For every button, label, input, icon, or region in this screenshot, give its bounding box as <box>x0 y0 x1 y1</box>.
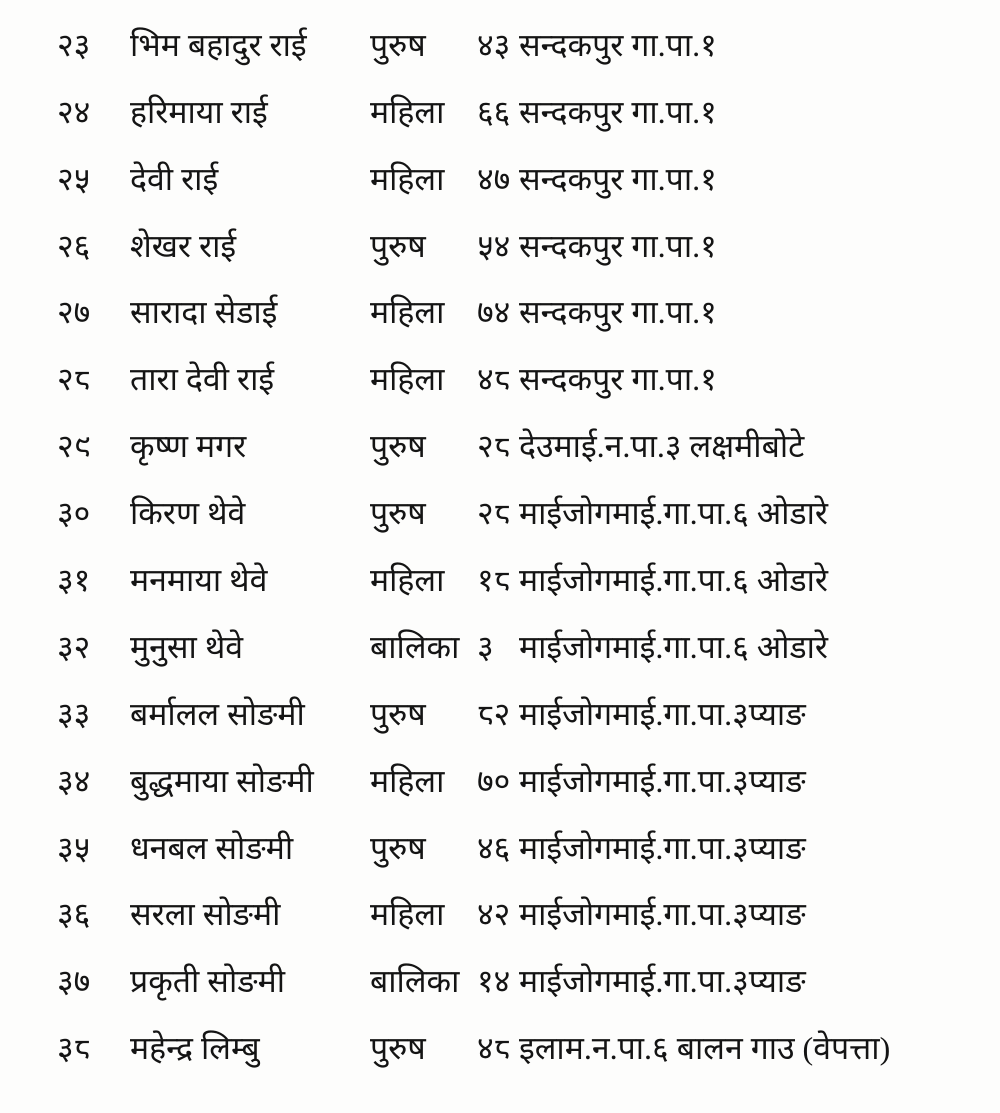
serial-number: ३७ <box>57 963 91 1000</box>
gender-label: पुरुष <box>370 495 426 532</box>
address-text: सन्दकपुर गा.पा.१ <box>519 227 717 264</box>
age-value: ७४ <box>477 294 511 331</box>
serial-number: २४ <box>57 93 91 130</box>
person-name: सारादा सेडाई <box>130 294 278 331</box>
person-name: हरिमाया राई <box>130 93 268 130</box>
age-value: ४६ <box>477 829 511 866</box>
age-value: २८ <box>477 428 511 465</box>
address-text: माईजोगमाई.गा.पा.३प्याङ <box>519 829 806 866</box>
person-name: महेन्द्र लिम्बु <box>130 1030 260 1067</box>
address-text: सन्दकपुर गा.पा.१ <box>519 160 717 197</box>
person-name: शेखर राई <box>130 227 237 264</box>
age-value: ७० <box>477 762 511 799</box>
address-text: सन्दकपुर गा.पा.१ <box>519 361 717 398</box>
gender-label: महिला <box>370 361 445 398</box>
table-row <box>0 213 1000 280</box>
table-row <box>0 12 1000 79</box>
serial-number: २७ <box>57 294 91 331</box>
table-row <box>0 614 1000 681</box>
gender-label: महिला <box>370 762 445 799</box>
age-value: ५४ <box>477 227 511 264</box>
age-value: ४८ <box>477 361 511 398</box>
serial-number: ३१ <box>57 561 91 598</box>
address-text: माईजोगमाई.गा.पा.३प्याङ <box>519 896 806 933</box>
table-row <box>0 280 1000 347</box>
age-value: ३ <box>477 628 494 665</box>
gender-label: बालिका <box>370 628 460 665</box>
table-row <box>0 79 1000 146</box>
table-row <box>0 1015 1000 1082</box>
address-text: सन्दकपुर गा.पा.१ <box>519 93 717 130</box>
age-value: ४२ <box>477 896 511 933</box>
table-row <box>0 948 1000 1015</box>
age-value: १४ <box>477 963 511 1000</box>
age-value: ४३ <box>477 26 511 63</box>
age-value: ८२ <box>477 695 511 732</box>
serial-number: ३६ <box>57 896 91 933</box>
gender-label: पुरुष <box>370 428 426 465</box>
table-row <box>0 146 1000 213</box>
gender-label: महिला <box>370 294 445 331</box>
address-text: माईजोगमाई.गा.पा.६ ओडारे <box>519 628 828 665</box>
serial-number: ३३ <box>57 695 91 732</box>
gender-label: महिला <box>370 160 445 197</box>
person-name: मुनुसा थेवे <box>130 628 244 665</box>
gender-label: महिला <box>370 896 445 933</box>
address-text: माईजोगमाई.गा.पा.६ ओडारे <box>519 495 828 532</box>
serial-number: २९ <box>57 428 91 465</box>
address-text: सन्दकपुर गा.पा.१ <box>519 294 717 331</box>
gender-label: महिला <box>370 561 445 598</box>
person-name: बर्मालल सोङमी <box>130 695 305 732</box>
person-name: प्रकृती सोङमी <box>130 963 286 1000</box>
person-name: कृष्ण मगर <box>130 428 247 465</box>
gender-label: पुरुष <box>370 26 426 63</box>
person-name: देवी राई <box>130 160 219 197</box>
address-text: माईजोगमाई.गा.पा.३प्याङ <box>519 762 806 799</box>
person-name: तारा देवी राई <box>130 361 275 398</box>
gender-label: पुरुष <box>370 227 426 264</box>
address-text: माईजोगमाई.गा.पा.३प्याङ <box>519 695 806 732</box>
gender-label: पुरुष <box>370 1030 426 1067</box>
serial-number: २३ <box>57 26 91 63</box>
table-row <box>0 748 1000 815</box>
gender-label: पुरुष <box>370 829 426 866</box>
serial-number: २६ <box>57 227 91 264</box>
serial-number: २८ <box>57 361 91 398</box>
age-value: १८ <box>477 561 511 598</box>
table-row <box>0 681 1000 748</box>
address-text: माईजोगमाई.गा.पा.३प्याङ <box>519 963 806 1000</box>
person-name: बुद्धमाया सोङमी <box>130 762 314 799</box>
address-text: सन्दकपुर गा.पा.१ <box>519 26 717 63</box>
person-name: मनमाया थेवे <box>130 561 268 598</box>
person-name: भिम बहादुर राई <box>130 26 307 63</box>
serial-number: ३० <box>57 495 91 532</box>
gender-label: पुरुष <box>370 695 426 732</box>
person-name: धनबल सोङमी <box>130 829 294 866</box>
serial-number: ३५ <box>57 829 91 866</box>
address-text: देउमाई.न.पा.३ लक्षमीबोटे <box>519 428 805 465</box>
serial-number: ३८ <box>57 1030 91 1067</box>
age-value: २८ <box>477 495 511 532</box>
table-row <box>0 815 1000 882</box>
age-value: ६६ <box>477 93 511 130</box>
serial-number: ३२ <box>57 628 91 665</box>
serial-number: २५ <box>57 160 91 197</box>
table-row <box>0 480 1000 547</box>
gender-label: बालिका <box>370 963 460 1000</box>
table-row <box>0 346 1000 413</box>
serial-number: ३४ <box>57 762 91 799</box>
person-name: किरण थेवे <box>130 495 246 532</box>
address-text: माईजोगमाई.गा.पा.६ ओडारे <box>519 561 828 598</box>
gender-label: महिला <box>370 93 445 130</box>
person-name: सरला सोङमी <box>130 896 281 933</box>
table-row <box>0 547 1000 614</box>
table-row <box>0 413 1000 480</box>
age-value: ४७ <box>477 160 511 197</box>
age-value: ४८ <box>477 1030 511 1067</box>
address-text: इलाम.न.पा.६ बालन गाउ (वेपत्ता) <box>519 1030 891 1067</box>
table-row <box>0 882 1000 949</box>
